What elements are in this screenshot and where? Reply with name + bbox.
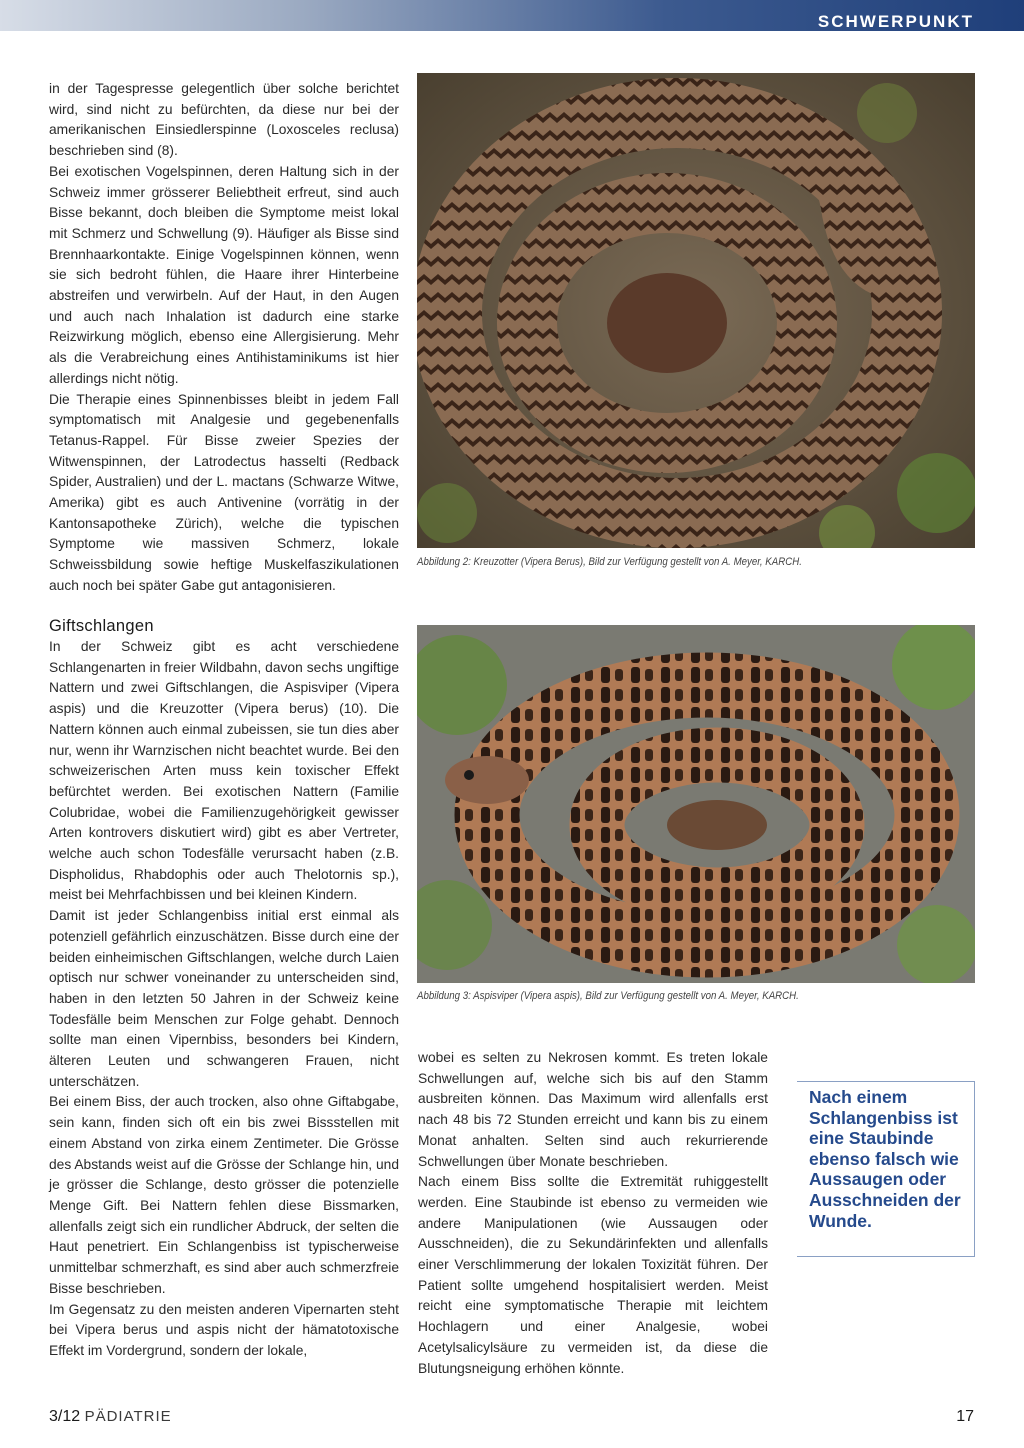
paragraph: Bei exotischen Vogelspinnen, deren Haltung sich in der Schweiz immer grösserer Beliebtheit erfreut, sind auch Bisse bekannt, doch bleiben die Symptome meist lokal mit Schmerz und Schwellung (9). Häufiger als Bisse sind Brennhaarkontakte. Einige Vogelspinnen können, wenn sie sich bedroht fühlen, die Haare ihrer Hinterbeine abstreifen und verwirbeln. Auf der Haut, in den Augen und auch nach Inhalation ist dadurch eine starke Reizwirkung möglich, ebenso eine Allergisierung. Mehr als die Verabreichung eines Antihistaminikums ist hier allerdings nicht nötig. xyxy=(49,163,399,386)
paragraph: wobei es selten zu Nekrosen kommt. Es treten lokale Schwellungen auf, welche sich bis auf den Stamm ausbreiten können. Das Maximum wird allenfalls erst nach 48 bis 72 Stunden erreicht und kann bis zu einem Monat anhalten. Selten sind auch rekurrierende Schwellungen über Monate beschrieben. xyxy=(418,1050,768,1169)
section-heading: Giftschlangen xyxy=(49,617,154,635)
paragraph: In der Schweiz gibt es acht verschiedene Schlangenarten in freier Wildbahn, davon sechs ungiftige Nattern und zwei Giftschlangen, die Aspisviper (Vipera aspis) und die Kreuzotter (Vipera berus) (10). Die Nattern können auch einmal zubeissen, sie tun dies aber nur, wenn ihr Warnzischen nicht beachtet wurde. Bei den schweizerischen Arten muss kein toxischer Effekt befürchtet werden. Bei exotischen Nattern (Familie Colubridae, wobei die Familienzugehörigkeit gewisser Arten kontrovers diskutiert wird) gibt es aber Vertreter, welche auch schon Todesfälle verursacht haben (z.B. Dispholidus, Rhabdophis oder auch Thelotornis sp.), meist bei Mehrfachbissen und bei kleinen Kindern. xyxy=(49,639,399,903)
paragraph: in der Tagespresse gelegentlich über solche berichtet wird, sind nicht zu befürchten, da diese nur bei der amerikanischen Einsiedlerspinne (Loxosceles reclusa) beschrieben sind (8). xyxy=(49,81,399,159)
header-bar xyxy=(0,0,1024,31)
snake-photo-illustration xyxy=(417,73,975,548)
issue-number: 3/12 xyxy=(49,1408,81,1425)
paragraph: Bei einem Biss, der auch trocken, also ohne Giftabgabe, sein kann, finden sich oft ein bis zwei Bissstellen mit einem Abstand von zirka einem Zentimeter. Die Grösse des Abstands weist auf die Grösse der Schlange hin, und je grösser die Schlange, desto grösser die potenzielle Menge Gift. Bei Nattern fehlen diese Bissmarken, allenfalls zeigt sich ein rundlicher Abdruck, der selten die Haut penetriert. Ein Schlangenbiss ist typischerweise unmittelbar schmerzhaft, es sind aber auch schmerzfreie Bisse beschrieben. xyxy=(49,1094,399,1296)
photo-kreuzotter xyxy=(417,73,975,548)
footer-issue xyxy=(49,1408,172,1426)
pullquote-text: Nach einem Schlangenbiss ist eine Staubinde ebenso falsch wie Aussaugen oder Ausschneiden der Wunde. xyxy=(809,1087,961,1231)
paragraph: Die Therapie eines Spinnenbisses bleibt in jedem Fall symptomatisch mit Analgesie und gegebenenfalls Tetanus-Rappel. Für Bisse zweier Spezies der Witwenspinnen, der Latrodectus hasselti (Redback Spider, Australien) und der L. mactans (Schwarze Witwe, Amerika) gibt es auch Antivenine (vorrätig in der Kantonsapotheke Zürich), welche die typischen Symptome wie massiven Schmerz, lokale Schweissbildung sowie heftige Muskelfaszikulationen auch noch bei später Gabe gut antagonisieren. xyxy=(49,391,399,593)
column-right-bottom xyxy=(418,1048,768,1379)
paragraph: Nach einem Biss sollte die Extremität ruhiggestellt werden. Eine Staubinde ist ebenso zu vermeiden wie andere Manipulationen (wie Aussaugen oder Ausschneiden), die zu Sekundärinfekten und allenfalls einer Verschlimmerung der lokalen Toxizität führen. Der Patient sollte umgehend hospitalisiert werden. Meist reicht eine symptomatische Therapie mit leichtem Hochlagern und einer Analgesie, wobei Acetylsalicylsäure zu vermeiden ist, da diese die Blutungsneigung erhöhen könnte. xyxy=(418,1174,768,1376)
figure-caption: Abbildung 2: Kreuzotter (Vipera Berus), Bild zur Verfügung gestellt von A. Meyer, KARCH. xyxy=(417,556,802,568)
pullquote-box xyxy=(797,1081,975,1257)
snake-photo-illustration xyxy=(417,625,975,983)
magazine-name: PÄDIATRIE xyxy=(84,1408,172,1425)
paragraph: Im Gegensatz zu den meisten anderen Vipernarten steht bei Vipera berus und aspis nicht der hämatotoxische Effekt im Vordergrund, sondern der lokale, xyxy=(49,1301,399,1358)
section-label: SCHWERPUNKT xyxy=(817,12,974,31)
page-number: 17 xyxy=(956,1408,974,1425)
figure-caption: Abbildung 3: Aspisviper (Vipera aspis), Bild zur Verfügung gestellt von A. Meyer, KARCH. xyxy=(417,990,799,1002)
paragraph: Damit ist jeder Schlangenbiss initial erst einmal als potenziell gefährlich einzuschätzen. Bisse durch eine der beiden einheimischen Giftschlangen, welche durch Laien optisch nur schwer voneinander zu unterscheiden sind, haben in den letzten 50 Jahren in der Schweiz keine Todesfälle beim Menschen zur Folge gehabt. Dennoch sollte man einen Vipernbiss, besonders bei Kindern, älteren Leuten und schwangeren Frauen, nicht unterschätzen. xyxy=(49,908,399,1089)
column-left-bottom xyxy=(49,616,399,1362)
photo-aspisviper xyxy=(417,625,975,983)
column-left-top xyxy=(49,79,399,597)
